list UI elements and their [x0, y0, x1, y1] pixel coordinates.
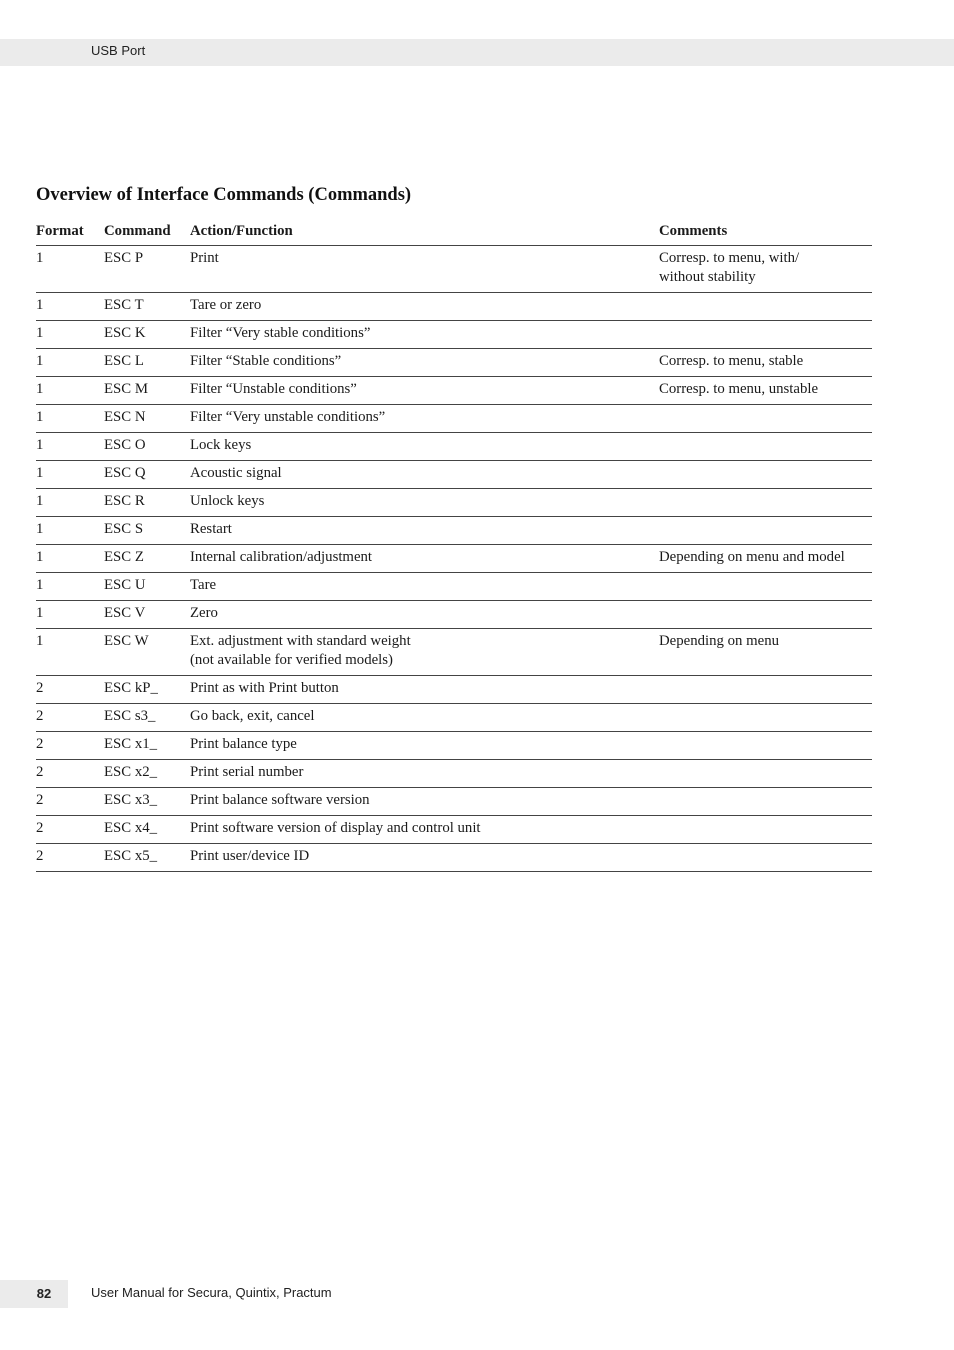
cell-command: ESC M	[104, 377, 190, 405]
cell-action: Ext. adjustment with standard weight (not available for verified models)	[190, 629, 659, 676]
cell-format: 1	[36, 246, 104, 293]
table-row	[36, 732, 872, 760]
cell-comment	[659, 293, 872, 321]
table-row	[36, 433, 872, 461]
table-header-row	[36, 218, 872, 246]
table-row	[36, 321, 872, 349]
cell-format: 1	[36, 489, 104, 517]
cell-format: 1	[36, 545, 104, 573]
cell-comment	[659, 461, 872, 489]
cell-comment	[659, 321, 872, 349]
cell-format: 1	[36, 433, 104, 461]
table-row	[36, 844, 872, 872]
cell-format: 1	[36, 321, 104, 349]
cell-format: 1	[36, 405, 104, 433]
cell-action: Print	[190, 246, 659, 293]
table-row	[36, 405, 872, 433]
cell-command: ESC W	[104, 629, 190, 676]
column-header-action: Action/Function	[190, 218, 659, 246]
cell-action: Print serial number	[190, 760, 659, 788]
cell-action: Print software version of display and control unit	[190, 816, 659, 844]
cell-comment: Depending on menu and model	[659, 545, 872, 573]
cell-action: Filter “Unstable conditions”	[190, 377, 659, 405]
cell-command: ESC s3_	[104, 704, 190, 732]
table-row	[36, 545, 872, 573]
table-row	[36, 489, 872, 517]
cell-comment: Corresp. to menu, with/ without stability	[659, 246, 872, 293]
cell-action: Unlock keys	[190, 489, 659, 517]
table-row	[36, 517, 872, 545]
cell-command: ESC x1_	[104, 732, 190, 760]
column-header-format: Format	[36, 218, 104, 246]
cell-comment	[659, 517, 872, 545]
cell-format: 2	[36, 816, 104, 844]
cell-comment	[659, 732, 872, 760]
cell-format: 2	[36, 676, 104, 704]
cell-comment: Corresp. to menu, stable	[659, 349, 872, 377]
cell-comment	[659, 816, 872, 844]
cell-format: 1	[36, 293, 104, 321]
cell-comment	[659, 405, 872, 433]
cell-command: ESC x2_	[104, 760, 190, 788]
cell-command: ESC V	[104, 601, 190, 629]
cell-action: Lock keys	[190, 433, 659, 461]
cell-command: ESC L	[104, 349, 190, 377]
cell-action: Filter “Very stable conditions”	[190, 321, 659, 349]
cell-command: ESC O	[104, 433, 190, 461]
cell-action: Print user/device ID	[190, 844, 659, 872]
table-row	[36, 704, 872, 732]
cell-format: 1	[36, 461, 104, 489]
cell-comment	[659, 489, 872, 517]
column-header-comments: Comments	[659, 218, 872, 246]
cell-format: 1	[36, 629, 104, 676]
cell-command: ESC Q	[104, 461, 190, 489]
cell-format: 2	[36, 704, 104, 732]
cell-comment	[659, 844, 872, 872]
cell-format: 1	[36, 601, 104, 629]
cell-command: ESC T	[104, 293, 190, 321]
cell-comment	[659, 760, 872, 788]
cell-format: 1	[36, 517, 104, 545]
cell-command: ESC K	[104, 321, 190, 349]
cell-command: ESC x4_	[104, 816, 190, 844]
section-title: Overview of Interface Commands (Commands)	[36, 185, 412, 205]
cell-command: ESC kP_	[104, 676, 190, 704]
cell-action: Print balance software version	[190, 788, 659, 816]
cell-action: Zero	[190, 601, 659, 629]
footer-manual-title: User Manual for Secura, Quintix, Practum	[91, 1285, 332, 1300]
commands-table-container	[36, 218, 872, 872]
table-body	[36, 246, 872, 872]
table-row	[36, 676, 872, 704]
cell-format: 2	[36, 760, 104, 788]
cell-action: Restart	[190, 517, 659, 545]
cell-action: Go back, exit, cancel	[190, 704, 659, 732]
cell-command: ESC Z	[104, 545, 190, 573]
cell-action: Acoustic signal	[190, 461, 659, 489]
running-header: USB Port	[91, 43, 146, 58]
cell-comment	[659, 676, 872, 704]
cell-format: 1	[36, 349, 104, 377]
table-row	[36, 461, 872, 489]
table-row	[36, 629, 872, 676]
table-row	[36, 760, 872, 788]
cell-action: Internal calibration/adjustment	[190, 545, 659, 573]
cell-action: Filter “Stable conditions”	[190, 349, 659, 377]
cell-format: 1	[36, 573, 104, 601]
table-row	[36, 601, 872, 629]
cell-action: Filter “Very unstable conditions”	[190, 405, 659, 433]
cell-command: ESC x5_	[104, 844, 190, 872]
cell-command: ESC N	[104, 405, 190, 433]
page-number: 82	[36, 1286, 52, 1301]
cell-comment: Corresp. to menu, unstable	[659, 377, 872, 405]
table-row	[36, 349, 872, 377]
cell-action: Tare	[190, 573, 659, 601]
cell-action: Tare or zero	[190, 293, 659, 321]
cell-format: 2	[36, 732, 104, 760]
cell-action: Print balance type	[190, 732, 659, 760]
cell-format: 2	[36, 788, 104, 816]
table-row	[36, 293, 872, 321]
cell-command: ESC x3_	[104, 788, 190, 816]
table-row	[36, 246, 872, 293]
commands-table	[36, 218, 872, 872]
cell-command: ESC P	[104, 246, 190, 293]
table-row	[36, 788, 872, 816]
cell-comment	[659, 601, 872, 629]
cell-command: ESC U	[104, 573, 190, 601]
table-row	[36, 816, 872, 844]
cell-comment	[659, 704, 872, 732]
cell-comment: Depending on menu	[659, 629, 872, 676]
cell-format: 1	[36, 377, 104, 405]
cell-format: 2	[36, 844, 104, 872]
cell-comment	[659, 788, 872, 816]
cell-command: ESC S	[104, 517, 190, 545]
table-row	[36, 573, 872, 601]
cell-action: Print as with Print button	[190, 676, 659, 704]
table-row	[36, 377, 872, 405]
cell-command: ESC R	[104, 489, 190, 517]
cell-comment	[659, 433, 872, 461]
cell-comment	[659, 573, 872, 601]
column-header-command: Command	[104, 218, 190, 246]
